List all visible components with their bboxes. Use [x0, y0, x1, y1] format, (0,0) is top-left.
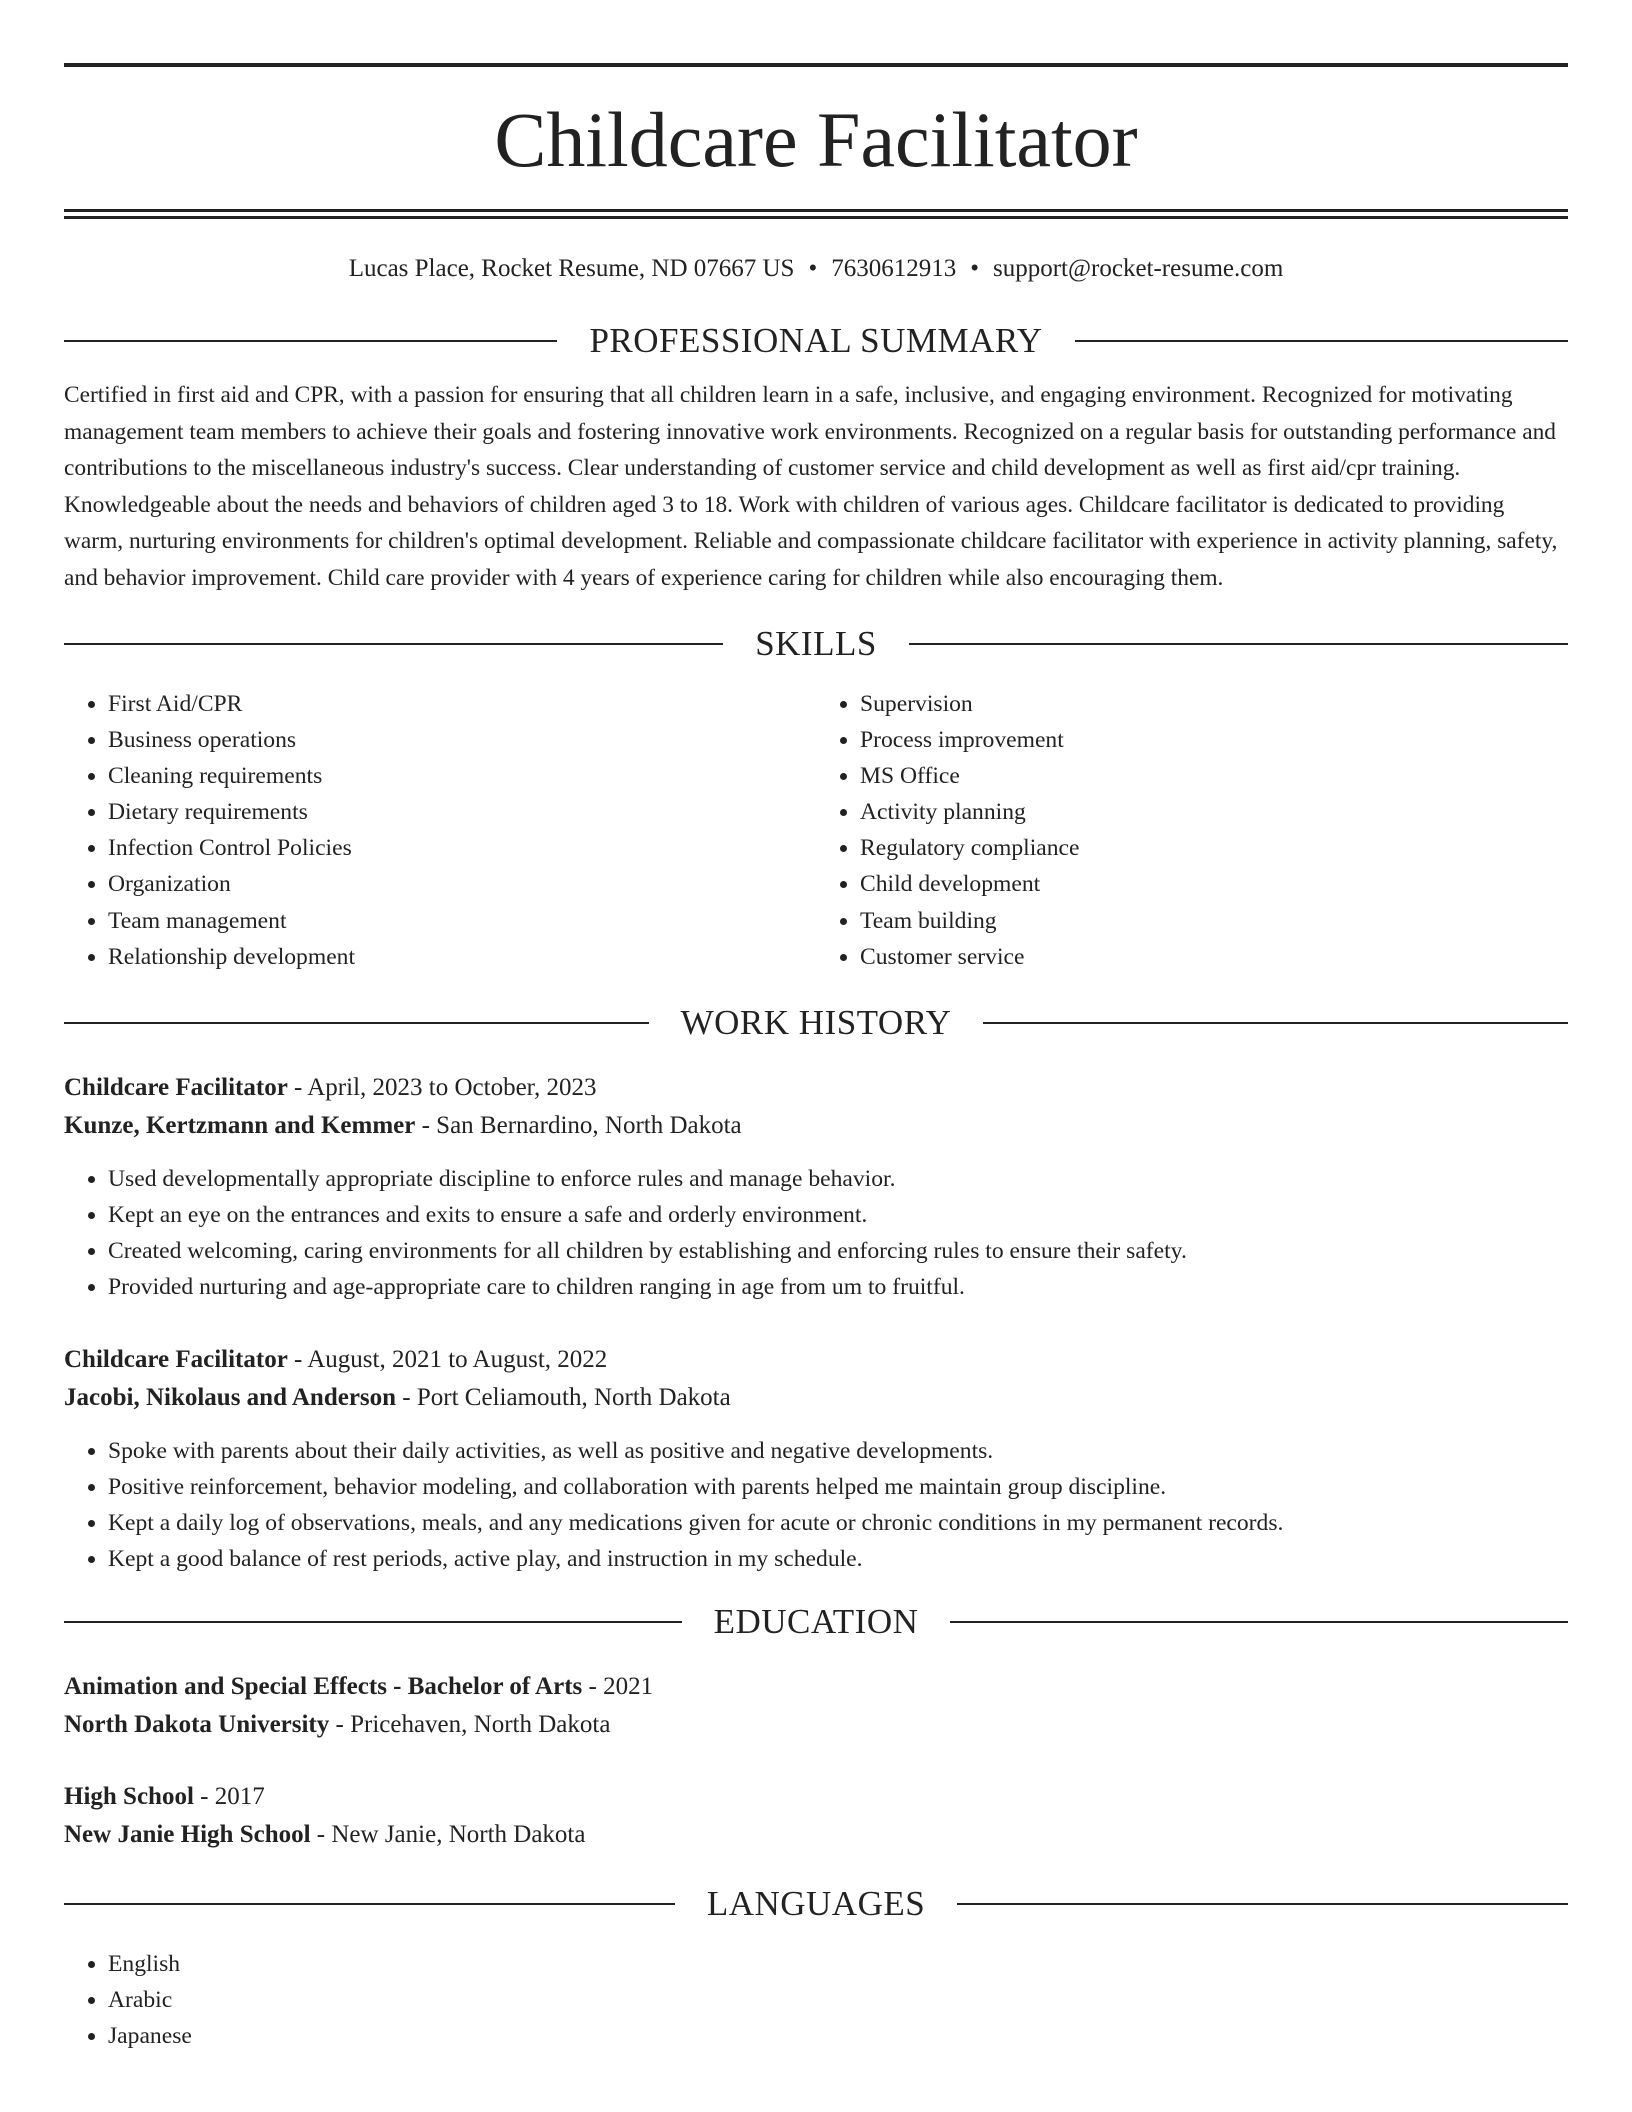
skill-item: • Team management [108, 903, 816, 939]
resume-name: Childcare Facilitator [494, 96, 1138, 183]
job-company: Jacobi, Nikolaus and Anderson [64, 1384, 397, 1412]
education-year: 2021 [603, 1672, 654, 1700]
education-school: North Dakota University [64, 1710, 330, 1738]
education-degree: High School [64, 1782, 194, 1810]
job-location: San Bernardino, North Dakota [436, 1111, 742, 1139]
contact-line [64, 253, 1568, 285]
heading-rule-left [64, 1903, 675, 1905]
skills-list-right [816, 686, 1568, 975]
summary-heading-title: PROFESSIONAL SUMMARY [589, 321, 1043, 360]
dash: - [329, 1710, 351, 1738]
heading-rule-right [957, 1903, 1568, 1905]
languages-heading [64, 1882, 1568, 1926]
job-company-line [64, 1107, 1568, 1145]
languages-list [64, 1946, 1568, 2054]
education-school: New Janie High School [64, 1820, 311, 1848]
header-double-rule [64, 209, 1568, 219]
heading-rule-left [64, 1621, 682, 1623]
job-dates: August, 2021 to August, 2022 [307, 1346, 608, 1374]
skill-item: • Dietary requirements [108, 794, 816, 830]
job-title: Childcare Facilitator [64, 1073, 288, 1101]
job-bullets [64, 1433, 1568, 1577]
education-location: New Janie, North Dakota [331, 1820, 586, 1848]
job-bullet: • Kept an eye on the entrances and exits to ensure a safe and orderly environment. [108, 1197, 1568, 1233]
skills-heading-title: SKILLS [755, 624, 877, 663]
contact-separator: • [808, 255, 818, 282]
languages-list-wrap [64, 1946, 1568, 2054]
job-entry [64, 1069, 1568, 1305]
job-bullets [64, 1161, 1568, 1305]
job-title-line [64, 1069, 1568, 1107]
skill-item: • First Aid/CPR [108, 686, 816, 722]
job-company: Kunze, Kertzmann and Kemmer [64, 1111, 416, 1139]
heading-rule-right [909, 643, 1568, 645]
skill-item: • Infection Control Policies [108, 830, 816, 866]
job-bullet: • Spoke with parents about their daily activities, as well as positive and negative developments. [108, 1433, 1568, 1469]
job-bullet: • Kept a good balance of rest periods, active play, and instruction in my schedule. [108, 1541, 1568, 1577]
education-degree-line [64, 1668, 1568, 1706]
skills-list-left [64, 686, 816, 975]
header-top-rule [64, 63, 1568, 67]
education-heading-title: EDUCATION [713, 1601, 919, 1641]
heading-rule-right [1075, 340, 1568, 342]
work-heading [64, 1001, 1568, 1045]
skill-item: • Cleaning requirements [108, 758, 816, 794]
summary-text: Certified in first aid and CPR, with a passion for ensuring that all children learn in a safe, inclusive, and engaging environment. Recognized for motivating management team members to achieve their goals and fostering innovative work environments. Recognized on a regular basis for outstanding performance and contributions to the miscellaneous industry's success. Clear understanding of customer service and child development as well as first aid/cpr training. Knowledgeable about the needs and behaviors of children aged 3 to 18. Work with children of various ages. Childcare facilitator is dedicated to providing warm, nurturing environments for children's optimal development. Reliable and compassionate childcare facilitator with experience in activity planning, safety, and behavior improvement. Child care provider with 4 years of experience caring for children while also encouraging them. [64, 382, 1558, 591]
dash: - [193, 1782, 215, 1810]
skill-item: • Process improvement [860, 722, 1568, 758]
job-company-line [64, 1379, 1568, 1417]
job-entry [64, 1341, 1568, 1577]
education-location: Pricehaven, North Dakota [350, 1710, 611, 1738]
language-item: • Japanese [108, 2018, 1568, 2054]
heading-rule-left [64, 1022, 649, 1024]
dash: - [582, 1672, 604, 1700]
job-title: Childcare Facilitator [64, 1346, 288, 1374]
education-degree-line [64, 1778, 1568, 1816]
contact-phone: 7630612913 [831, 255, 957, 282]
language-item: • English [108, 1946, 1568, 1982]
skill-item: • MS Office [860, 758, 1568, 794]
resume-page [64, 0, 1568, 2054]
work-heading-title: WORK HISTORY [680, 1002, 952, 1042]
contact-email: support@rocket-resume.com [993, 255, 1284, 282]
skills-columns [64, 686, 1568, 975]
skill-item: • Supervision [860, 686, 1568, 722]
skill-item: • Activity planning [860, 794, 1568, 830]
education-heading [64, 1600, 1568, 1644]
contact-separator: • [970, 255, 979, 282]
job-bullet: • Used developmentally appropriate discipline to enforce rules and manage behavior. [108, 1161, 1568, 1197]
heading-rule-right [983, 1022, 1568, 1024]
dash: - [396, 1384, 417, 1412]
skill-item: • Team building [860, 903, 1568, 939]
job-title-line [64, 1341, 1568, 1379]
dash: - [415, 1111, 437, 1139]
education-entry [64, 1668, 1568, 1744]
job-bullet: • Created welcoming, caring environments for all children by establishing and enforcing rules to ensure their safety. [108, 1233, 1568, 1269]
skill-item: • Business operations [108, 722, 816, 758]
job-location: Port Celiamouth, North Dakota [416, 1384, 731, 1412]
dash: - [287, 1346, 308, 1374]
education-school-line [64, 1816, 1568, 1854]
language-item: • Arabic [108, 1982, 1568, 2018]
job-bullet: • Provided nurturing and age-appropriate care to children ranging in age from um to fruitful. [108, 1269, 1568, 1305]
skill-item: • Regulatory compliance [860, 830, 1568, 866]
skill-item: • Organization [108, 866, 816, 902]
job-dates: April, 2023 to October, 2023 [307, 1073, 597, 1101]
dash: - [310, 1820, 332, 1848]
job-bullet: • Kept a daily log of observations, meals, and any medications given for acute or chronic conditions in my permanent records. [108, 1505, 1568, 1541]
dash: - [287, 1073, 308, 1101]
languages-heading-title: LANGUAGES [706, 1883, 926, 1923]
summary-heading [64, 319, 1568, 363]
skills-heading [64, 622, 1568, 666]
job-bullet: • Positive reinforcement, behavior modeling, and collaboration with parents helped me maintain group discipline. [108, 1469, 1568, 1505]
education-year: 2017 [214, 1782, 265, 1810]
skill-item: • Customer service [860, 939, 1568, 975]
education-degree: Animation and Special Effects - Bachelor of Arts [64, 1672, 583, 1700]
education-school-line [64, 1706, 1568, 1744]
contact-address: Lucas Place, Rocket Resume, ND 07667 US [348, 255, 795, 282]
education-entry [64, 1778, 1568, 1854]
skill-item: • Relationship development [108, 939, 816, 975]
skill-item: • Child development [860, 866, 1568, 902]
heading-rule-left [64, 643, 723, 645]
heading-rule-right [950, 1621, 1568, 1623]
heading-rule-left [64, 340, 557, 342]
